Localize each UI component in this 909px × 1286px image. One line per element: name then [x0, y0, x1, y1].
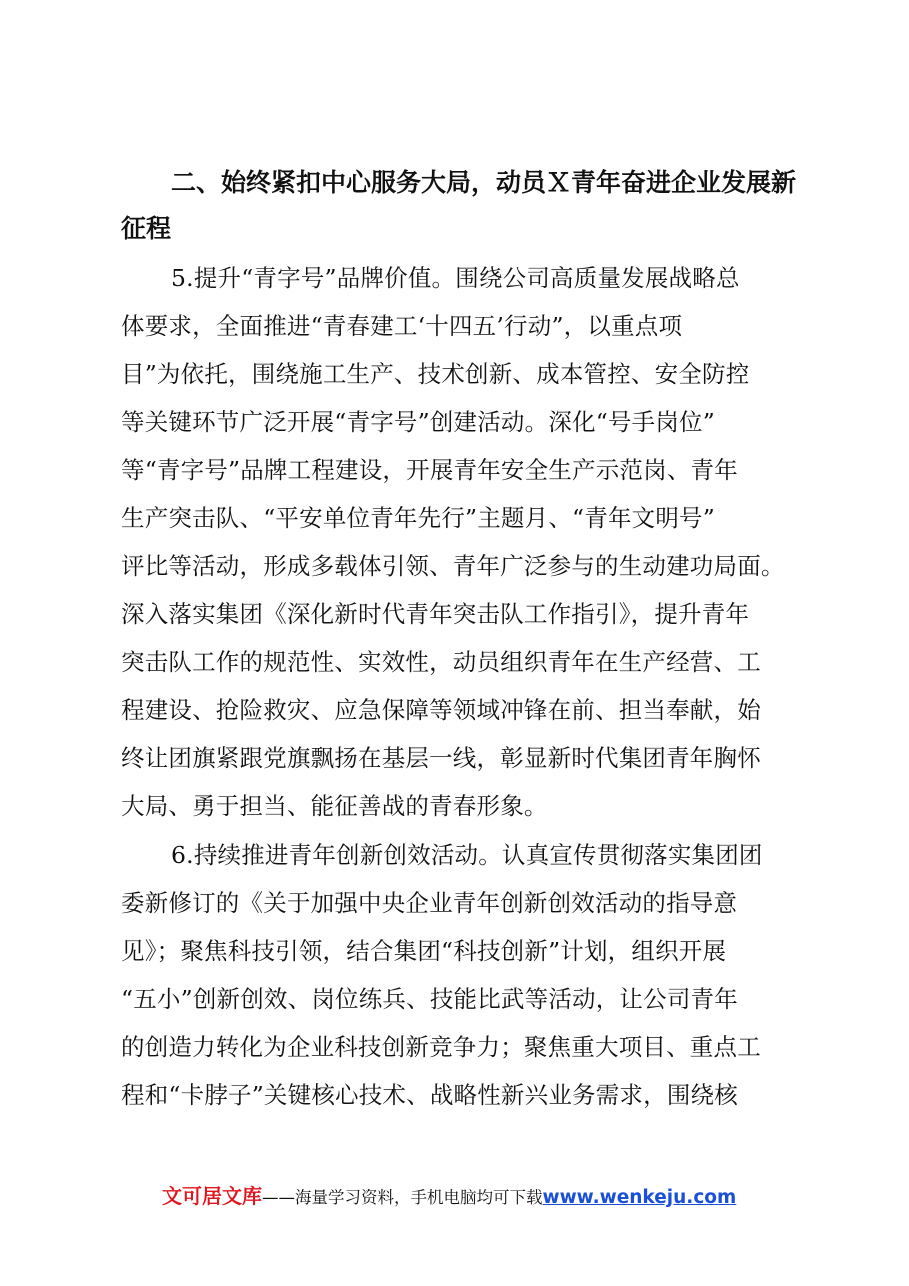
paragraph-line: 体要求，全面推进“青春建工‘十四五’行动”，以重点项: [121, 312, 683, 340]
paragraph-line: 见》；聚焦科技引领，结合集团“科技创新”计划，组织开展: [121, 937, 727, 965]
paragraph-line: 5.提升“青字号”品牌价值。围绕公司高质量发展战略总: [171, 264, 740, 292]
footer-description: ——海量学习资料，手机电脑均可下载: [262, 1188, 543, 1207]
paragraph-line: 生产突击队、“平安单位青年先行”主题月、“青年文明号”: [121, 504, 715, 532]
footer: [162, 1181, 736, 1211]
paragraph-line: 程建设、抢险救灾、应急保障等领域冲锋在前、担当奉献，始: [121, 696, 761, 724]
paragraph-line: 委新修订的《关于加强中央企业青年创新创效活动的指导意: [121, 889, 738, 917]
paragraph-line: 评比等活动，形成多载体引领、青年广泛参与的生动建功局面。: [121, 552, 785, 580]
paragraph-line: 程和“卡脖子”关键核心技术、战略性新兴业务需求，围绕核: [121, 1081, 738, 1109]
paragraph-line: 目”为依托，围绕施工生产、技术创新、成本管控、安全防控: [121, 360, 750, 388]
paragraph-line: 终让团旗紧跟党旗飘扬在基层一线，彰显新时代集团青年胸怀: [121, 744, 761, 772]
paragraph-line: 突击队工作的规范性、实效性，动员组织青年在生产经营、工: [121, 648, 761, 676]
paragraph-line: “五小”创新创效、岗位练兵、技能比武等活动，让公司青年: [121, 985, 738, 1013]
paragraph-line: 6.持续推进青年创新创效活动。认真宣传贯彻落实集团团: [171, 841, 763, 869]
paragraph-line: 大局、勇于担当、能征善战的青春形象。: [121, 792, 548, 820]
paragraph-line: 的创造力转化为企业科技创新竞争力；聚焦重大项目、重点工: [121, 1033, 761, 1061]
footer-website-link[interactable]: www.wenkeju.com: [542, 1187, 737, 1208]
footer-brand: 文可居文库: [162, 1184, 262, 1208]
heading-line-1: 二、始终紧扣中心服务大局，动员Ｘ青年奋进企业发展新: [171, 168, 797, 197]
paragraph-line: 等关键环节广泛开展“青字号”创建活动。深化“号手岗位”: [121, 408, 715, 436]
paragraph-line: 深入落实集团《深化新时代青年突击队工作指引》，提升青年: [121, 600, 750, 628]
paragraph-line: 等“青字号”品牌工程建设，开展青年安全生产示范岗、青年: [121, 456, 738, 484]
heading-line-2: 征程: [121, 214, 172, 243]
